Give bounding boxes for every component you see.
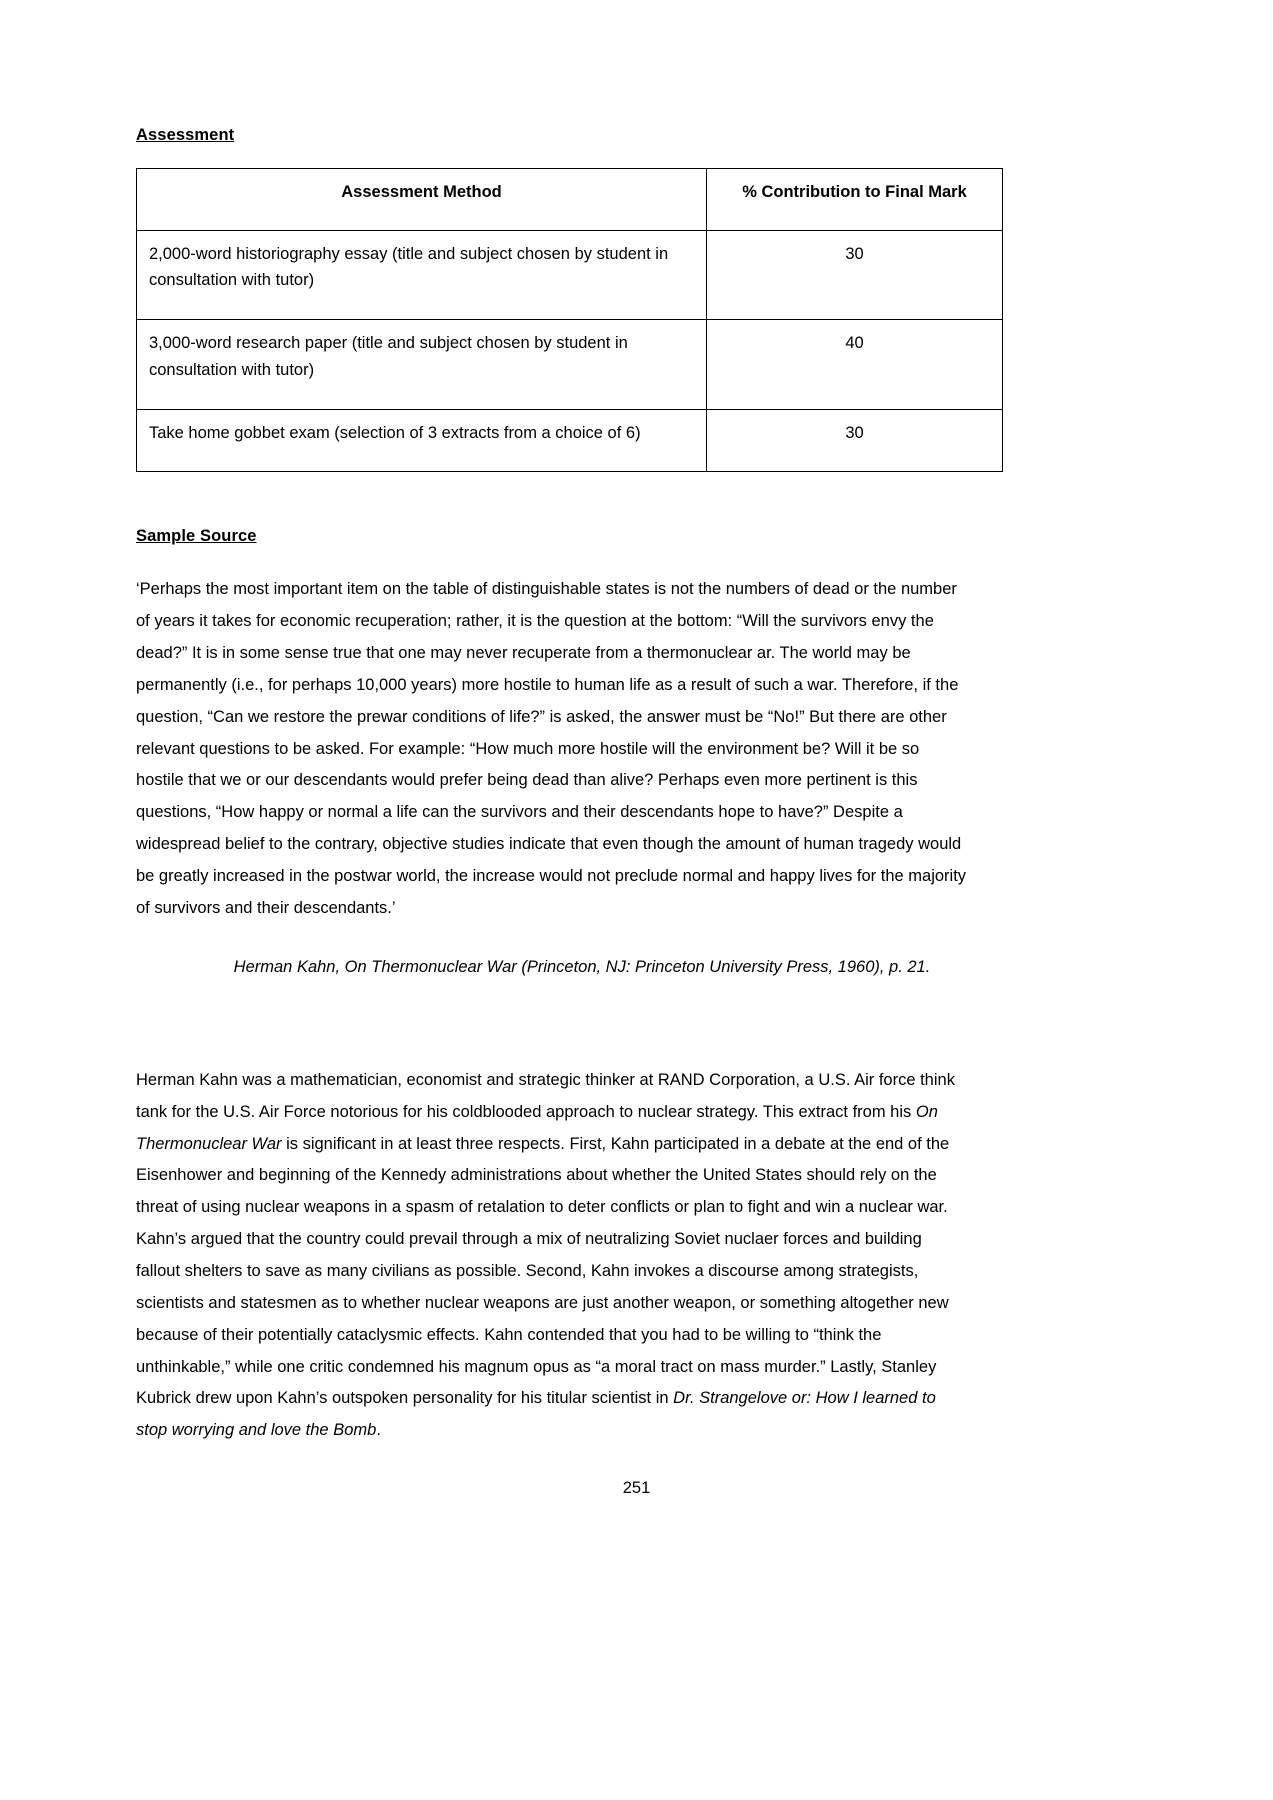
table-row <box>137 409 1003 472</box>
table-row <box>137 320 1003 409</box>
sample-source-citation: Herman Kahn, On Thermonuclear War (Princeton, NJ: Princeton University Press, 1960), p. 21. <box>233 957 931 976</box>
commentary-paragraph <box>136 1065 968 1447</box>
commentary-text-part-2: is significant in at least three respects. First, Kahn participated in a debate at the end of the Eisenhower and beginning of the Kennedy administrations about whether the United States should rely on the threat of using nuclear weapons in a spasm of retalation to deter conflicts or plan to fight and win a nuclear war. Kahn’s argued that the country could prevail through a mix of neutralizing Soviet nuclaer forces and building fallout shelters to save as many civilians as possible. Second, Kahn invokes a discourse among strategists, scientists and statesmen as to whether nuclear weapons are just another weapon, or something altogether new because of their potentially cataclysmic effects. Kahn contended that you had to be willing to “think the unthinkable,” while one critic condemned his magnum opus as “a moral tract on mass murder.” Lastly, Stanley Kubrick drew upon Kahn’s outspoken personality for his titular scientist in <box>136 1134 950 1408</box>
commentary-text-part-1: Herman Kahn was a mathematician, economist and strategic thinker at RAND Corporation, a U.S. Air force think tank for the U.S. Air Force notorious for his coldblooded approach to nuclear strategy. This extract from his <box>136 1070 955 1121</box>
cell-assessment-method: 2,000-word historiography essay (title and subject chosen by student in consultation with tutor) <box>137 230 707 319</box>
page-number: 251 <box>622 1479 651 1497</box>
assessment-heading: Assessment <box>136 126 235 144</box>
cell-contribution: 30 <box>707 230 1003 319</box>
cell-assessment-method: 3,000-word research paper (title and subject chosen by student in consultation with tutor) <box>137 320 707 409</box>
assessment-table <box>136 168 1003 472</box>
cell-contribution: 40 <box>707 320 1003 409</box>
commentary-book-title-1: On Thermonuclear War <box>136 1102 938 1153</box>
commentary-text-part-3: . <box>376 1421 381 1440</box>
commentary-film-title: Dr. Strangelove or: How I learned to stop worrying and love the Bomb <box>136 1389 936 1440</box>
sample-source-quote: ‘Perhaps the most important item on the table of distinguishable states is not the numbers of dead or the number of years it takes for economic recuperation; rather, it is the question at the bottom: “Will the survivors envy the dead?” It is in some sense true that one may never recuperate from a thermonuclear ar. The world may be permanently (i.e., for perhaps 10,000 years) more hostile to human life as a result of such a war. Therefore, if the question, “Can we restore the prewar conditions of life?” is asked, the answer must be “No!” But there are other relevant questions to be asked. For example: “How much more hostile will the environment be? Will it be so hostile that we or our descendants would prefer being dead than alive? Perhaps even more pertinent is this questions, “How happy or normal a life can the survivors and their descendants hope to have?” Despite a widespread belief to the contrary, objective studies indicate that even though the amount of human tragedy would be greatly increased in the postwar world, the increase would not preclude normal and happy lives for the majority of survivors and their descendants.’ <box>136 580 967 917</box>
table-header-row <box>137 169 1003 231</box>
sample-source-heading: Sample Source <box>136 527 257 546</box>
column-header-assessment-method: Assessment Method <box>137 169 707 231</box>
page-content <box>136 126 968 1464</box>
table-head <box>137 169 1003 231</box>
table-row <box>137 230 1003 319</box>
assessment-table-wrapper <box>136 168 968 472</box>
cell-assessment-method: Take home gobbet exam (selection of 3 extracts from a choice of 6) <box>137 409 707 472</box>
column-header-contribution: % Contribution to Final Mark <box>707 169 1003 231</box>
table-body <box>137 230 1003 472</box>
cell-contribution: 30 <box>707 409 1003 472</box>
